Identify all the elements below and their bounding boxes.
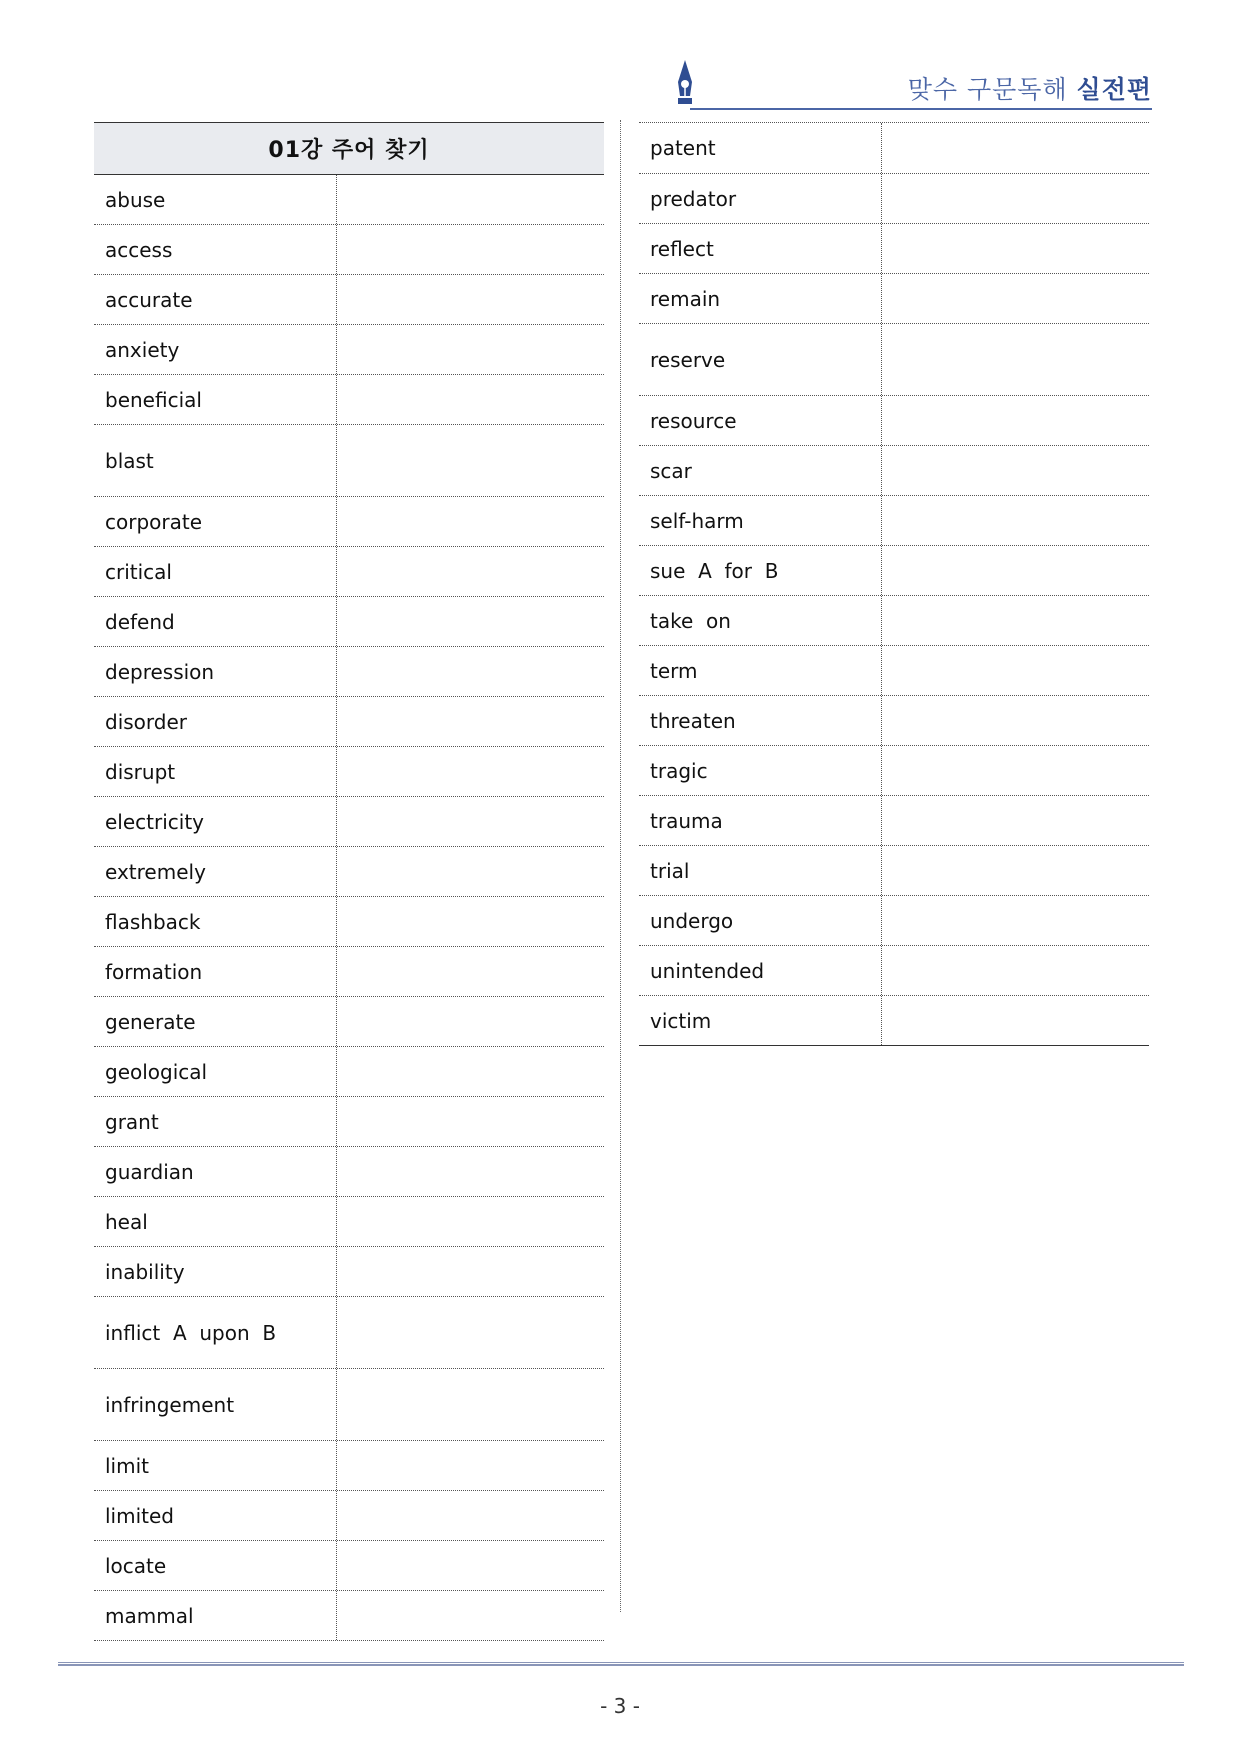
vocab-term: geological [94,1047,337,1096]
vocab-row [639,546,1149,596]
meaning-blank [337,997,604,1046]
vocab-row [639,896,1149,946]
book-title [908,70,1152,106]
meaning-blank [337,597,604,646]
vocab-row [94,1147,604,1197]
meaning-blank [337,1491,604,1540]
meaning-blank [337,225,604,274]
vocab-row [94,1591,604,1641]
meaning-blank [337,425,604,496]
vocab-row [94,325,604,375]
vocab-term: defend [94,597,337,646]
meaning-blank [337,1147,604,1196]
meaning-blank [337,1369,604,1440]
vocab-row [639,946,1149,996]
meaning-blank [882,946,1149,995]
vocab-row [94,1541,604,1591]
vocab-term: anxiety [94,325,337,374]
vocab-term: accurate [94,275,337,324]
meaning-blank [337,697,604,746]
meaning-blank [337,497,604,546]
meaning-blank [337,747,604,796]
vocab-term: locate [94,1541,337,1590]
vocab-term: extremely [94,847,337,896]
vocab-row [639,646,1149,696]
vocab-row [94,897,604,947]
vocab-term: grant [94,1097,337,1146]
header-rule [690,108,1152,110]
footer-rule [58,1662,1184,1666]
vocab-term: sue A for B [639,546,882,595]
vocab-term: undergo [639,896,882,945]
vocab-term: resource [639,396,882,445]
vocab-row [639,396,1149,446]
meaning-blank [337,1297,604,1368]
vocab-row [639,746,1149,796]
meaning-blank [882,746,1149,795]
vocab-term: threaten [639,696,882,745]
vocab-term: remain [639,274,882,323]
meaning-blank [337,947,604,996]
vocab-term: take on [639,596,882,645]
vocab-row [94,1297,604,1369]
right-rows [639,123,1149,1046]
vocab-term: formation [94,947,337,996]
lesson-title: 01강 주어 찾기 [94,122,604,175]
vocab-row [94,275,604,325]
vocab-term: abuse [94,175,337,224]
meaning-blank [337,1591,604,1640]
vocab-row [94,375,604,425]
vocab-row [94,997,604,1047]
meaning-blank [337,1047,604,1096]
meaning-blank [882,123,1149,173]
vocab-term: predator [639,174,882,223]
meaning-blank [337,275,604,324]
vocab-row [639,123,1149,174]
vocab-term: limited [94,1491,337,1540]
meaning-blank [337,647,604,696]
vocab-row [639,846,1149,896]
left-rows [94,175,604,1641]
vocab-row [94,225,604,275]
vocab-term: infringement [94,1369,337,1440]
vocab-row [94,697,604,747]
meaning-blank [882,396,1149,445]
vocab-term: beneficial [94,375,337,424]
vocab-row [94,747,604,797]
meaning-blank [337,325,604,374]
vocab-row [94,947,604,997]
vocab-term: reserve [639,324,882,395]
vocab-term: patent [639,123,882,173]
meaning-blank [337,1441,604,1490]
vocab-term: trauma [639,796,882,845]
vocab-row [94,425,604,497]
vocab-term: disorder [94,697,337,746]
meaning-blank [337,547,604,596]
brand-header [672,58,1152,110]
meaning-blank [337,175,604,224]
vocab-row [639,174,1149,224]
vocab-term: mammal [94,1591,337,1640]
vocab-term: guardian [94,1147,337,1196]
meaning-blank [882,996,1149,1045]
vocab-row [94,1047,604,1097]
vocab-row [639,324,1149,396]
meaning-blank [882,696,1149,745]
vocab-row [639,496,1149,546]
vocab-term: blast [94,425,337,496]
vocab-term: inability [94,1247,337,1296]
column-divider [620,120,621,1612]
meaning-blank [882,324,1149,395]
vocab-row [639,274,1149,324]
page-number: - 3 - [600,1694,640,1718]
vocab-row [94,597,604,647]
vocab-row [94,1097,604,1147]
vocab-term: unintended [639,946,882,995]
vocab-term: scar [639,446,882,495]
vocab-term: term [639,646,882,695]
meaning-blank [337,847,604,896]
meaning-blank [882,274,1149,323]
meaning-blank [882,546,1149,595]
meaning-blank [882,796,1149,845]
vocab-row [94,1247,604,1297]
meaning-blank [882,646,1149,695]
vocab-term: access [94,225,337,274]
vocab-term: disrupt [94,747,337,796]
vocab-row [639,224,1149,274]
meaning-blank [337,1541,604,1590]
meaning-blank [882,224,1149,273]
vocab-row [94,175,604,225]
vocab-term: flashback [94,897,337,946]
vocab-row [639,446,1149,496]
vocab-row [94,847,604,897]
vocab-term: corporate [94,497,337,546]
vocab-row [94,1441,604,1491]
meaning-blank [337,797,604,846]
vocab-row [94,647,604,697]
vocab-term: depression [94,647,337,696]
vocab-table-left [94,122,604,1641]
meaning-blank [882,496,1149,545]
meaning-blank [337,1197,604,1246]
vocab-term: trial [639,846,882,895]
meaning-blank [882,446,1149,495]
vocab-row [639,796,1149,846]
vocab-row [94,1491,604,1541]
meaning-blank [337,1097,604,1146]
vocab-table-right [639,122,1149,1046]
vocab-term: electricity [94,797,337,846]
vocab-term: generate [94,997,337,1046]
vocab-term: limit [94,1441,337,1490]
pen-nib-icon [672,58,698,110]
book-title-main: 맞수 구문독해 [907,75,1077,104]
vocab-row [639,996,1149,1046]
vocab-row [94,1369,604,1441]
meaning-blank [882,596,1149,645]
book-title-edition: 실전편 [1076,75,1152,104]
vocab-row [94,1197,604,1247]
vocab-row [639,596,1149,646]
meaning-blank [337,897,604,946]
vocab-row [94,797,604,847]
meaning-blank [882,896,1149,945]
vocab-term: self-harm [639,496,882,545]
vocab-row [639,696,1149,746]
vocab-term: heal [94,1197,337,1246]
meaning-blank [337,375,604,424]
vocab-term: critical [94,547,337,596]
vocab-row [94,497,604,547]
vocab-term: reflect [639,224,882,273]
meaning-blank [882,174,1149,223]
vocab-term: inflict A upon B [94,1297,337,1368]
vocab-term: victim [639,996,882,1045]
vocab-term: tragic [639,746,882,795]
meaning-blank [337,1247,604,1296]
vocab-row [94,547,604,597]
meaning-blank [882,846,1149,895]
